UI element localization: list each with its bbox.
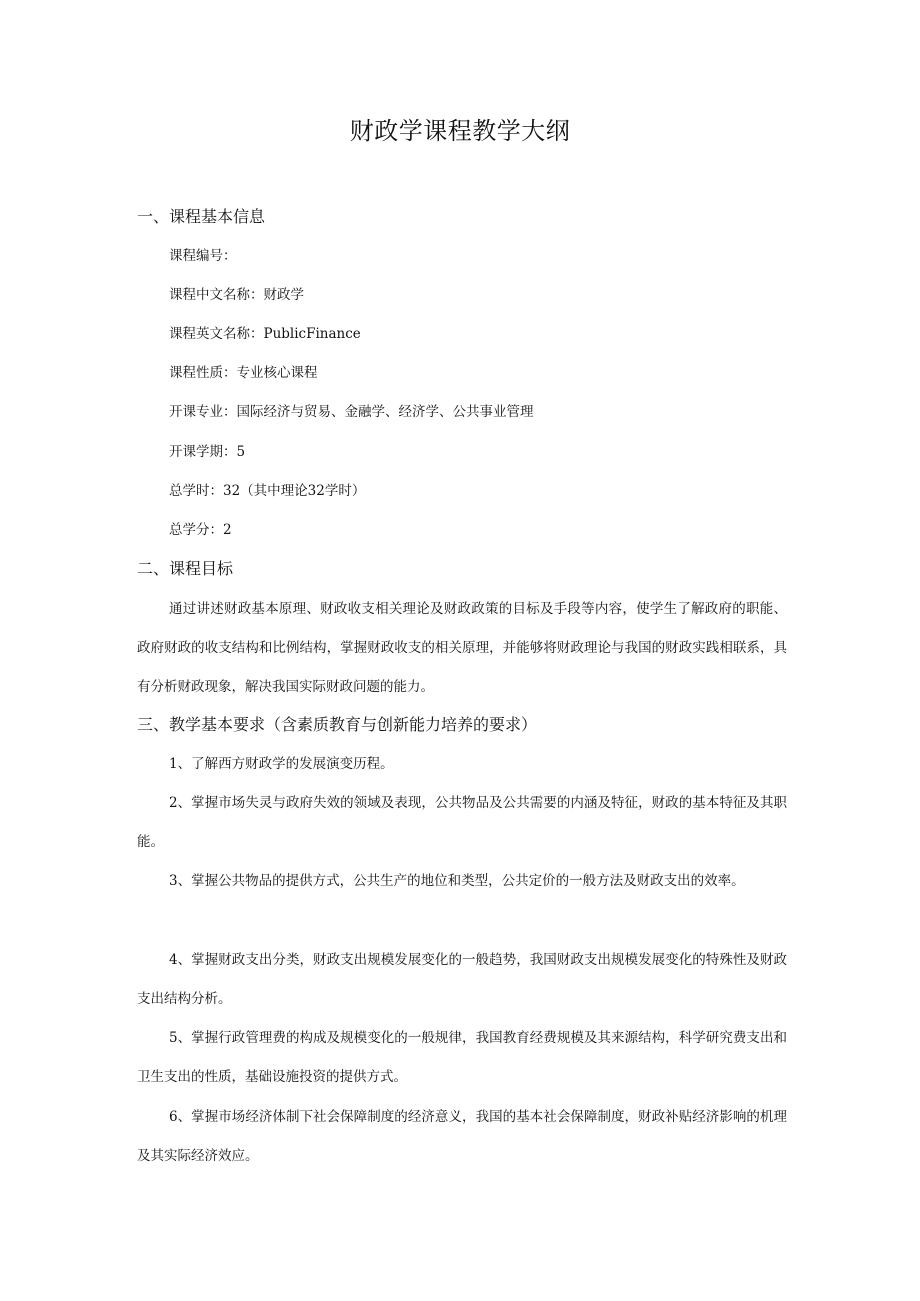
requirement-item-4: 4、掌握财政支出分类，财政支出规模发展变化的一般趋势，我国财政支出规模发展变化的特殊性及财政支出结构分析。 (137, 952, 787, 1007)
info-semester: 开课学期：5 (169, 444, 246, 460)
info-majors: 开课专业：国际经济与贸易、金融学、经济学、公共事业管理 (169, 404, 534, 420)
requirement-item-5: 5、掌握行政管理费的构成及规模变化的一般规律，我国教育经费规模及其来源结构，科学研究费支出和卫生支出的性质，基础设施投资的提供方式。 (137, 1030, 787, 1085)
requirement-item-3: 3、掌握公共物品的提供方式，公共生产的地位和类型，公共定价的一般方法及财政支出的效率。 (169, 873, 745, 889)
objectives-paragraph: 通过讲述财政基本原理、财政收支相关理论及财政政策的目标及手段等内容，使学生了解政府的职能、政府财政的收支结构和比例结构，掌握财政收支的相关原理，并能够将财政理论与我国的财政实践相联系，具有分析财政现象，解决我国实际财政问题的能力。 (137, 601, 787, 695)
section-heading-objectives: 二、课程目标 (137, 559, 234, 578)
section-heading-basic-info: 一、课程基本信息 (137, 207, 266, 226)
requirement-item-2: 2、掌握市场失灵与政府失效的领域及表现，公共物品及公共需要的内涵及特征，财政的基本特征及其职能。 (137, 795, 787, 850)
document-title: 财政学课程教学大纲 (349, 117, 571, 145)
requirement-item-1: 1、了解西方财政学的发展演变历程。 (169, 756, 394, 772)
info-course-en-name: 课程英文名称：PublicFinance (169, 326, 361, 342)
info-course-code: 课程编号： (169, 248, 237, 264)
info-credits: 总学分：2 (169, 522, 232, 538)
info-total-hours: 总学时：32（其中理论32学时） (169, 483, 366, 499)
requirement-item-6: 6、掌握市场经济体制下社会保障制度的经济意义，我国的基本社会保障制度，财政补贴经济影响的机理及其实际经济效应。 (137, 1109, 787, 1164)
info-course-cn-name: 课程中文名称：财政学 (169, 287, 304, 303)
section-heading-requirements: 三、教学基本要求（含素质教育与创新能力培养的要求） (137, 715, 538, 734)
info-course-nature: 课程性质：专业核心课程 (169, 365, 318, 381)
